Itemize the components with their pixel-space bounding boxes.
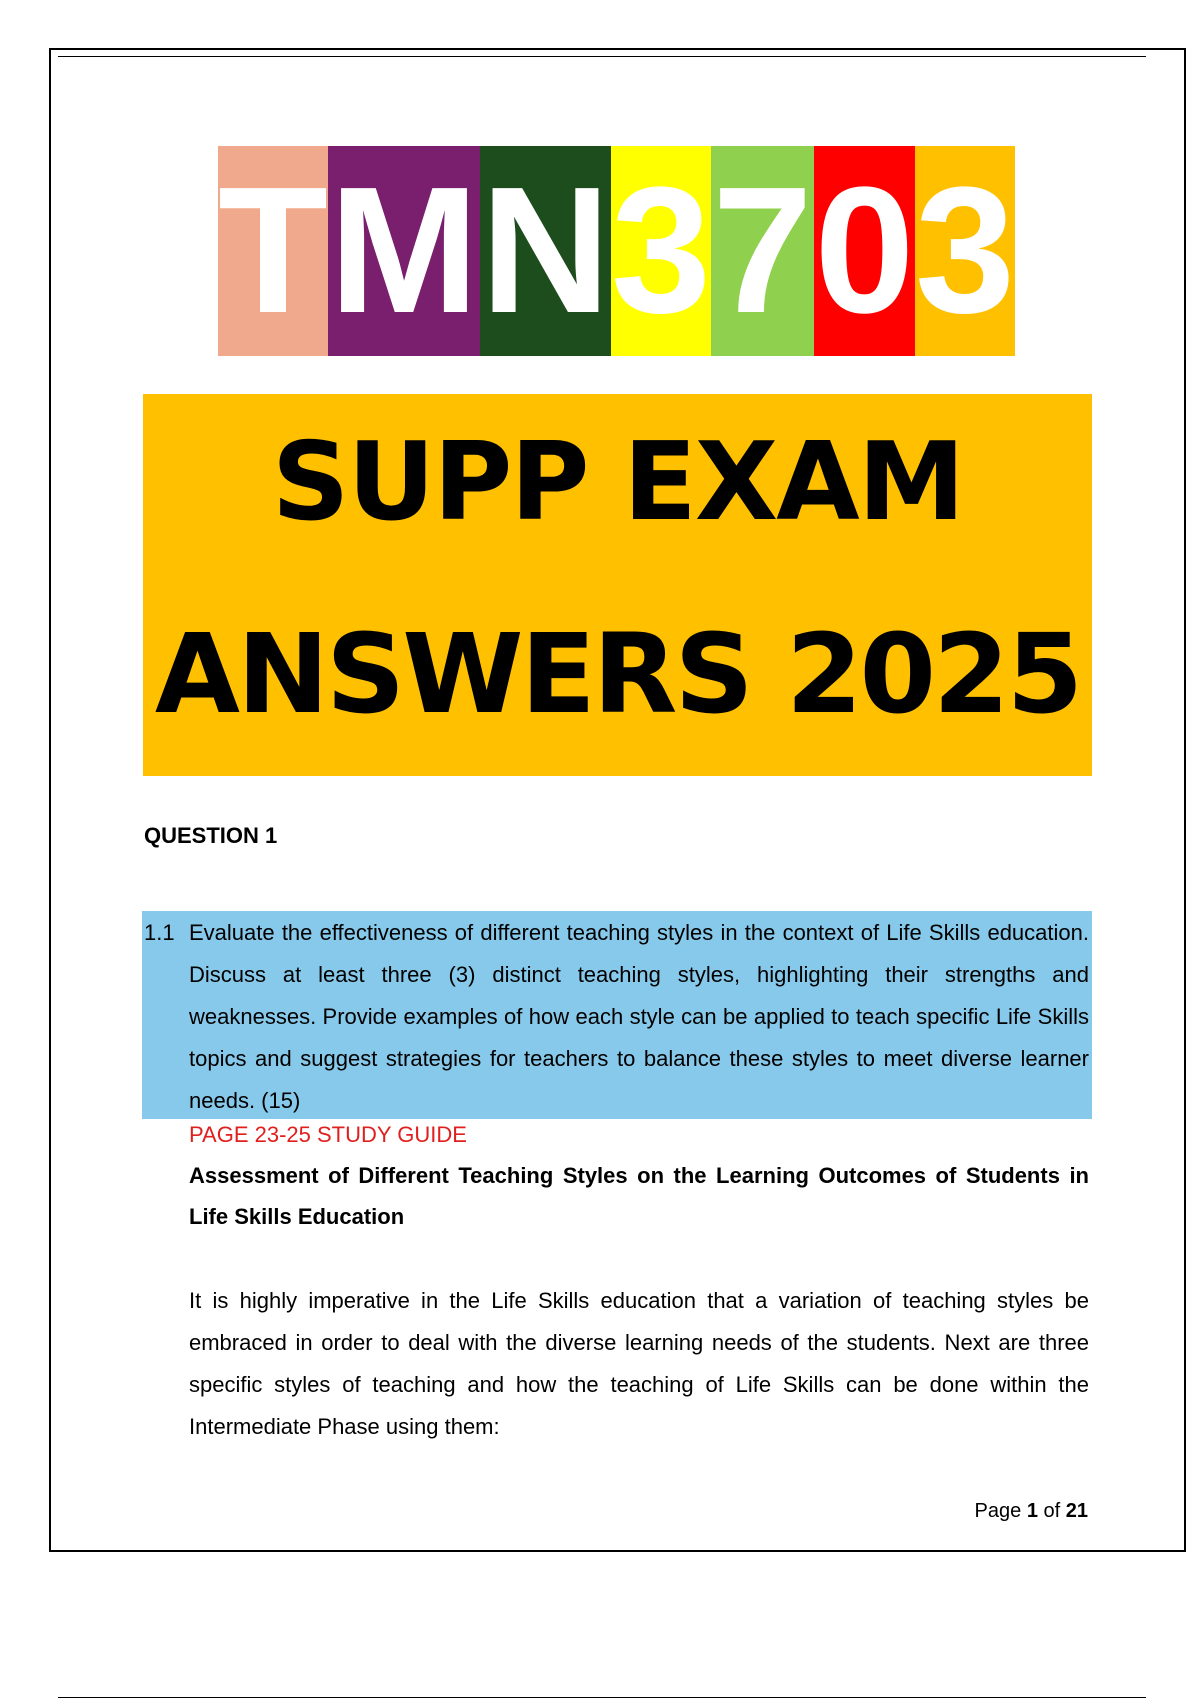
of-label: of (1043, 1500, 1061, 1522)
question-number: 1.1 (144, 920, 175, 945)
question-heading: QUESTION 1 (144, 823, 278, 848)
page-number (975, 1500, 1088, 1523)
bottom-rule (58, 1697, 1146, 1698)
top-rule (58, 56, 1146, 57)
question-text: Evaluate the effectiveness of different teaching styles in the context of Life Skills education. Discuss at least three (3) distinct teaching styles, highlighting their strengths and weaknesses. Provide examples of how each style can be applied to teach specific Life Skills topics and suggest strategies for teachers to balance these styles to meet diverse learner needs. (15) (189, 920, 1089, 1113)
exam-title-line-2: ANSWERS 2025 (154, 610, 1081, 738)
code-tile: N (480, 146, 611, 356)
code-tile: T (218, 146, 328, 356)
code-tile: 0 (814, 146, 915, 356)
answer-paragraph: It is highly imperative in the Life Skills education that a variation of teaching styles be embraced in order to deal with the diverse learning needs of the students. Next are three specific styles of teaching and how the teaching of Life Skills can be done within the Intermediate Phase using them: (189, 1288, 1089, 1439)
answer-heading: Assessment of Different Teaching Styles on the Learning Outcomes of Students in Life Skills Education (189, 1163, 1089, 1229)
course-code-banner (218, 146, 1015, 356)
code-tile: 7 (711, 146, 814, 356)
exam-title-line-1: SUPP EXAM (271, 420, 964, 545)
code-tile: 3 (611, 146, 711, 356)
study-guide-reference: PAGE 23-25 STUDY GUIDE (189, 1122, 467, 1147)
page-label: Page (974, 1500, 1022, 1522)
current-page: 1 (1026, 1500, 1038, 1522)
code-tile: M (328, 146, 480, 356)
total-pages: 21 (1065, 1500, 1088, 1522)
exam-title-box (143, 394, 1092, 776)
code-tile: 3 (915, 146, 1015, 356)
